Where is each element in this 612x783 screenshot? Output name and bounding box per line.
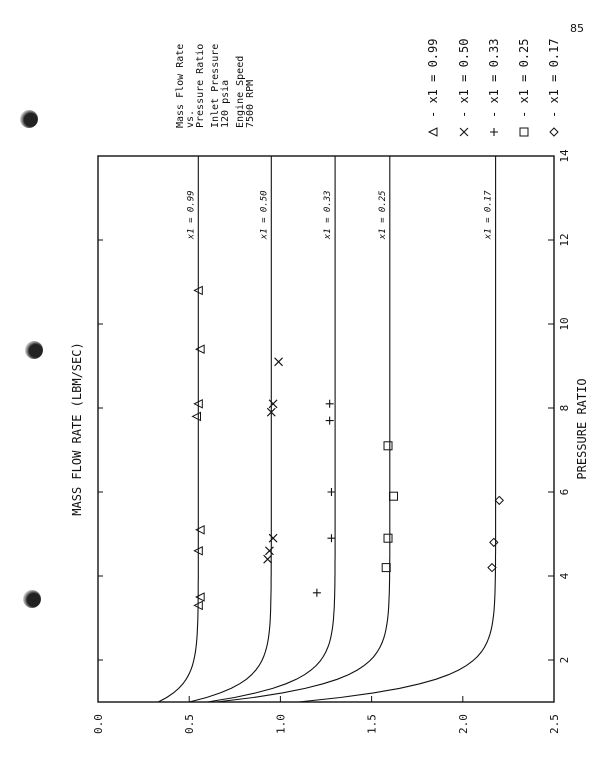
- curve-label: x1 = 0.99: [186, 190, 197, 240]
- y-tick-label: 0.5: [183, 714, 197, 734]
- y-tick-label: 0.0: [92, 714, 105, 734]
- x-tick-label: 10: [558, 317, 571, 331]
- data-point-triangle: [196, 526, 204, 534]
- note-line: 120 psia: [220, 79, 231, 128]
- punch-hole-icon: [25, 341, 43, 359]
- data-point-plus: [327, 488, 335, 496]
- curve-label: x1 = 0.33: [323, 190, 334, 240]
- legend-label: - x1 = 0.99: [426, 38, 440, 118]
- x-tick-label: 12: [558, 233, 571, 247]
- data-point-plus: [327, 534, 335, 542]
- data-point-x: [275, 358, 283, 366]
- data-point-triangle: [196, 593, 204, 601]
- punch-hole-icon: [23, 590, 41, 608]
- y-tick-label: 2.5: [548, 714, 561, 734]
- note-line: Mass Flow Rate: [175, 43, 186, 128]
- note-line: Inlet Pressure: [210, 43, 221, 128]
- data-point-triangle: [196, 345, 204, 353]
- x-tick-label: 4: [558, 572, 571, 580]
- x-tick-label: 6: [558, 488, 571, 496]
- legend-marker-triangle: [429, 128, 437, 136]
- chart-notes: [175, 44, 256, 128]
- y-axis-label: MASS FLOW RATE (LBM/SEC): [70, 342, 84, 516]
- data-point-triangle: [192, 412, 200, 420]
- note-line: vs.: [185, 109, 196, 128]
- x-tick-label: 8: [558, 404, 571, 412]
- series-line: [217, 156, 390, 702]
- punch-hole-icon: [20, 110, 38, 128]
- y-tick-label: 2.0: [456, 714, 470, 734]
- x-axis-label: PRESSURE RATIO: [575, 378, 589, 480]
- data-point-x: [264, 555, 272, 563]
- curve-label: x1 = 0.25: [377, 190, 388, 240]
- data-point-diamond: [495, 496, 503, 504]
- chart-legend: [426, 39, 561, 136]
- legend-marker-square: [520, 128, 528, 136]
- data-point-x: [269, 534, 277, 542]
- data-point-plus: [326, 400, 334, 408]
- data-point-x: [265, 547, 273, 555]
- note-line: 7500 RPM: [245, 79, 256, 128]
- legend-label: - x1 = 0.50: [457, 38, 471, 118]
- data-point-square: [382, 564, 390, 572]
- legend-marker-x: [460, 128, 468, 136]
- legend-label: - x1 = 0.25: [517, 38, 531, 118]
- data-point-diamond: [490, 538, 498, 546]
- curve-labels: [186, 190, 493, 240]
- data-point-x: [269, 400, 277, 408]
- x-tick-label: 14: [558, 149, 571, 163]
- data-point-square: [384, 442, 392, 450]
- legend-marker-diamond: [550, 128, 558, 136]
- data-point-plus: [313, 589, 321, 597]
- legend-marker-plus: [490, 128, 498, 136]
- legend-label: - x1 = 0.33: [487, 38, 501, 118]
- y-tick-label: 1.5: [365, 714, 379, 734]
- curve-label: x1 = 0.17: [483, 190, 494, 240]
- data-point-diamond: [488, 564, 496, 572]
- legend-label: - x1 = 0.17: [547, 38, 561, 118]
- curve-label: x1 = 0.50: [259, 190, 270, 240]
- note-line: Pressure Ratio: [195, 43, 206, 128]
- x-tick-label: 2: [558, 656, 571, 664]
- data-point-square: [389, 492, 397, 500]
- page-number: 85: [570, 22, 584, 35]
- y-tick-label: 1.0: [274, 714, 288, 734]
- series-points: [192, 286, 503, 609]
- data-point-square: [384, 534, 392, 542]
- data-point-plus: [326, 417, 334, 425]
- note-line: Engine Speed: [235, 55, 246, 128]
